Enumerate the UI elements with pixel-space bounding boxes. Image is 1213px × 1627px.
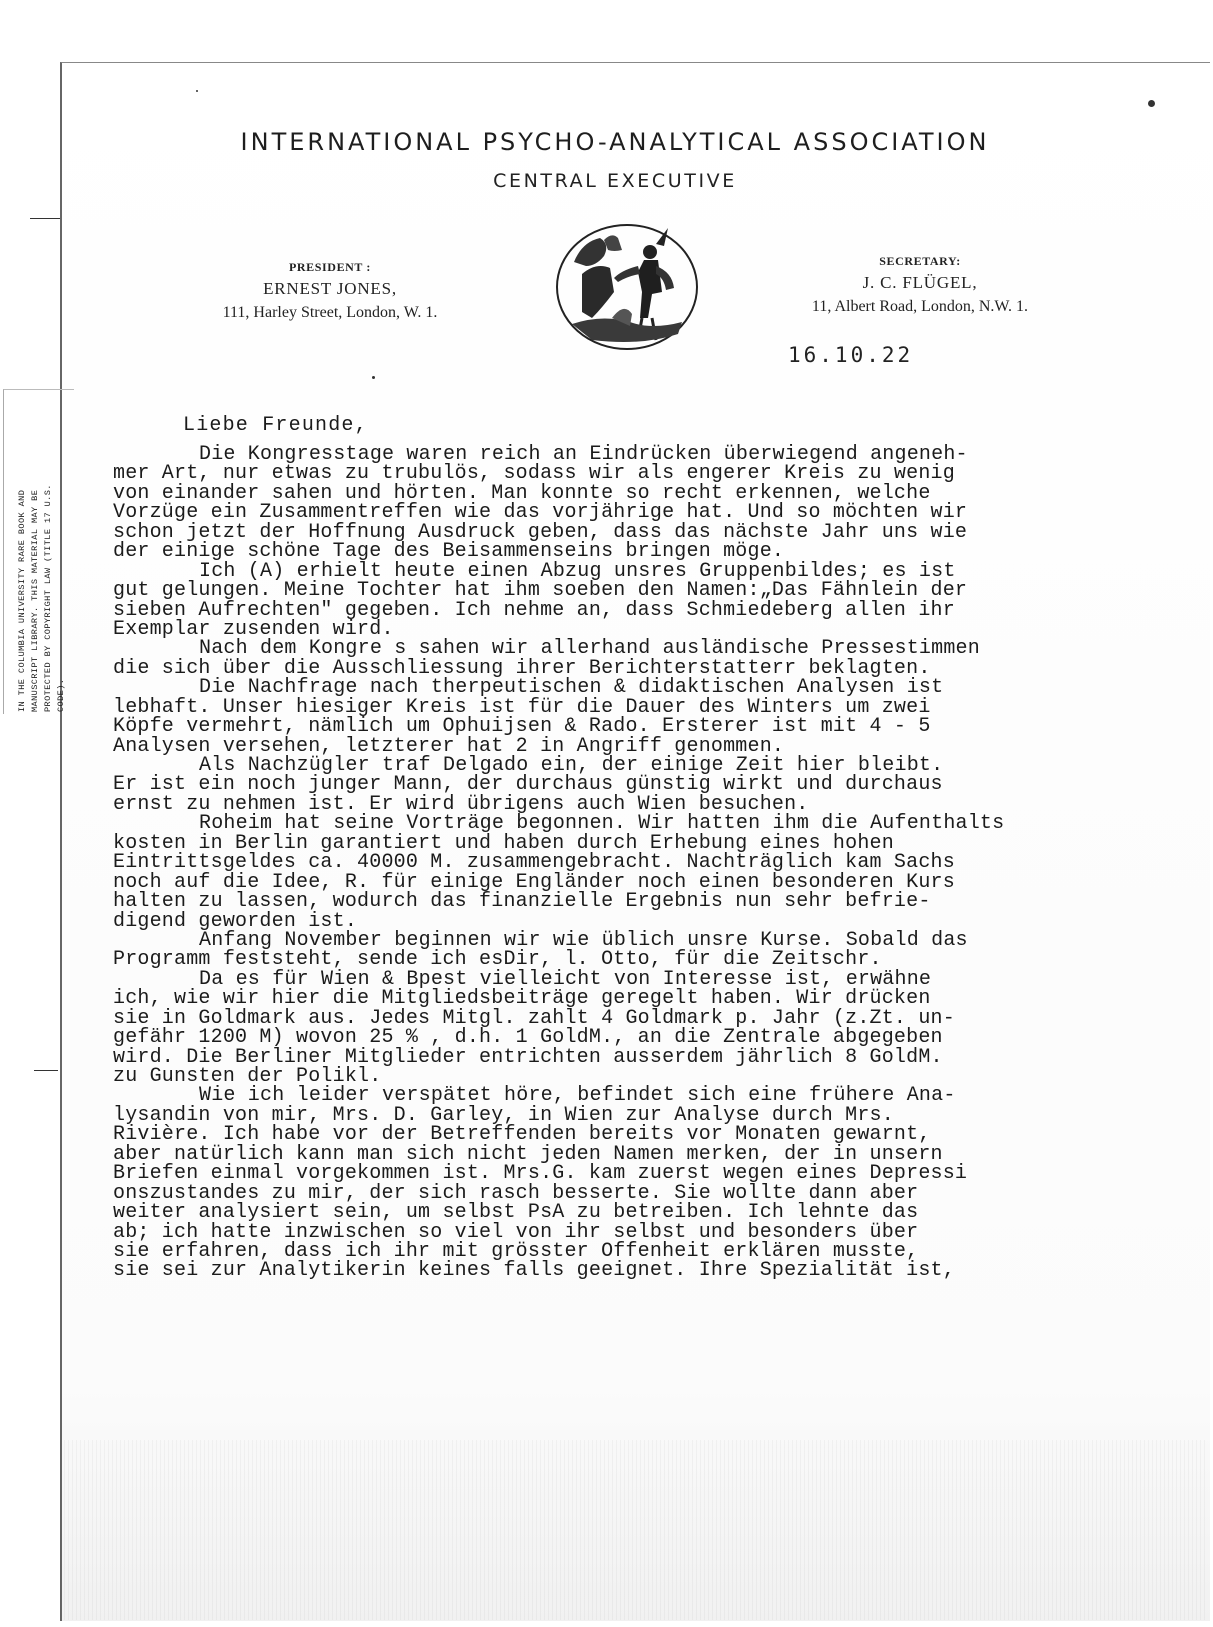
letter-line: Vorzüge ein Zusammentreffen wie das vorjährige hat. Und so möchten wir: [113, 501, 968, 525]
letter-line: von einander sahen und hörten. Man konnte so recht erkennen, welche: [113, 481, 931, 505]
letter-line: wird. Die Berliner Mitglieder entrichten ausserdem jährlich 8 GoldM.: [113, 1045, 943, 1069]
president-name: ERNEST JONES,: [263, 279, 397, 298]
letter-line: Er ist ein noch junger Mann, der durchaus günstig wirkt und durchaus: [113, 773, 943, 797]
secretary-block: [760, 254, 1080, 316]
scan-noise: [60, 1440, 1208, 1620]
letter-date: 16.10.22: [788, 343, 914, 367]
letter-line: Da es für Wien & Bpest vielleicht von Interesse ist, erwähne: [199, 967, 932, 991]
letter-line: schon jetzt der Hoffnung Ausdruck geben, dass das nächste Jahr uns wie: [113, 520, 968, 544]
letter-line: aber natürlich kann man sich nicht jeden Namen merken, der in unsern: [113, 1142, 943, 1166]
letter-line: Exemplar zusenden wird.: [113, 617, 394, 641]
secretary-role: SECRETARY:: [879, 254, 961, 268]
letter-line: die sich über die Ausschliessung ihrer Berichterstatterr beklagten.: [113, 656, 931, 680]
letter-line: Anfang November beginnen wir wie üblich unsre Kurse. Sobald das: [199, 928, 968, 952]
letter-line: digend geworden ist.: [113, 909, 358, 933]
executive-name: CENTRAL EXECUTIVE: [493, 170, 737, 192]
president-role: PRESIDENT :: [288, 260, 372, 274]
secretary-address: 11, Albert Road, London, N.W. 1.: [811, 298, 1029, 315]
salutation: Liebe Freunde,: [183, 414, 368, 437]
letter-line: gut gelungen. Meine Tochter hat ihm soeben den Namen:„Das Fähnlein der: [113, 579, 968, 603]
letter-line: Analysen versehen, letzterer hat 2 in Angriff genommen.: [113, 734, 785, 758]
margin-tick-bottom: [34, 1070, 58, 1071]
letter-line: zu Gunsten der Polikl.: [113, 1065, 382, 1088]
letter-line: Ich (A) erhielt heute einen Abzug unsres Gruppenbildes; es ist: [199, 559, 956, 583]
margin-tick-top: [30, 218, 60, 219]
copyright-line-3: PROTECTED BY COPYRIGHT LAW (TITLE 17 U.S.: [43, 484, 53, 712]
letter-line: ernst zu nehmen ist. Er wird übrigens auch Wien besuchen.: [113, 792, 809, 816]
letter-line: der einige schöne Tage des Beisammenseins bringen möge.: [113, 540, 785, 564]
letter-line: mer Art, nur etwas zu trubulös, sodass wir als engerer Kreis zu wenig: [113, 462, 955, 486]
association-emblem-icon: [552, 222, 702, 352]
letter-line: lysandin von mir, Mrs. D. Garley, in Wien zur Analyse durch Mrs.: [113, 1103, 894, 1127]
president-address: 111, Harley Street, London, W. 1.: [222, 304, 438, 321]
copyright-notice: [16, 392, 86, 712]
letter-line: halten zu lassen, wodurch das finanzielle Ergebnis nun sehr befrie-: [113, 890, 931, 914]
letter-line: Eintrittsgeldes ca. 40000 M. zusammengebracht. Nachträglich kam Sachs: [113, 851, 955, 875]
president-block: [150, 260, 510, 322]
letter-line: Roheim hat seine Vorträge begonnen. Wir hatten ihm die Aufenthalts: [199, 812, 1005, 836]
scan-speck: [196, 90, 198, 92]
letter-line: ab; ich hatte inzwischen so viel von ihr selbst und besonders über: [113, 1220, 919, 1244]
letter-line: sie sei zur Analytikerin keines falls geeignet. Ihre Spezialität ist,: [113, 1259, 955, 1283]
scan-speck: [372, 376, 375, 379]
letter-line: Die Kongresstage waren reich an Eindrücken überwiegend angeneh-: [199, 443, 968, 466]
letter-line: Rivière. Ich habe vor der Betreffenden bereits vor Monaten gewarnt,: [113, 1123, 931, 1147]
letter-line: Wie ich leider verspätet höre, befindet sich eine frühere Ana-: [199, 1084, 956, 1108]
letter-line: Köpfe vermehrt, nämlich um Ophuijsen & Rado. Ersterer ist mit 4 - 5: [113, 715, 931, 739]
letter-line: Nach dem Kongre s sahen wir allerhand ausländische Pressestimmen: [199, 637, 980, 661]
letter-line: ich, wie wir hier die Mitgliedsbeiträge geregelt haben. Wir drücken: [113, 987, 931, 1011]
letter-line: gefähr 1200 M) wovon 25 % , d.h. 1 GoldM., an die Zentrale abgegeben: [113, 1026, 943, 1050]
letter-body: [113, 445, 1113, 1281]
letter-line: sieben Aufrechten" gegeben. Ich nehme an, dass Schmiedeberg allen ihr: [113, 598, 955, 622]
letter-line: noch auf die Idee, R. für einige Engländer noch einen besonderen Kurs: [113, 870, 955, 894]
letter-line: kosten in Berlin garantiert und haben durch Erhebung eines hohen: [113, 831, 894, 855]
letter-line: Programm feststeht, sende ich esDir, l. Otto, für die Zeitschr.: [113, 948, 882, 972]
letter-line: Briefen einmal vorgekommen ist. Mrs.G. kam zuerst wegen eines Depressi: [113, 1162, 968, 1186]
letter-line: sie erfahren, dass ich ihr mit grösster Offenheit erklären musste,: [113, 1239, 919, 1263]
scan-speck: [1148, 100, 1155, 107]
copyright-line-1: IN THE COLUMBIA UNIVERSITY RARE BOOK AND: [17, 489, 27, 712]
copyright-line-2: MANUSCRIPT LIBRARY. THIS MATERIAL MAY BE: [30, 489, 40, 712]
letter-line: Als Nachzügler traf Delgado ein, der einige Zeit hier bleibt.: [199, 754, 944, 777]
copyright-line-4: CODE).: [56, 678, 66, 712]
secretary-name: J. C. FLÜGEL,: [862, 273, 978, 292]
letter-line: onszustandes zu mir, der sich rasch besserte. Sie wollte dann aber: [113, 1181, 919, 1205]
letter-line: weiter analysiert sein, um selbst PsA zu betreiben. Ich lehnte das: [113, 1201, 919, 1225]
letter-line: sie in Goldmark aus. Jedes Mitgl. zahlt 4 Goldmark p. Jahr (z.Zt. un-: [113, 1006, 955, 1030]
letter-line: lebhaft. Unser hiesiger Kreis ist für die Dauer des Winters um zwei: [113, 695, 931, 719]
organization-name: INTERNATIONAL PSYCHO-ANALYTICAL ASSOCIATION: [240, 128, 990, 156]
letter-line: Die Nachfrage nach therpeutischen & didaktischen Analysen ist: [199, 676, 944, 700]
